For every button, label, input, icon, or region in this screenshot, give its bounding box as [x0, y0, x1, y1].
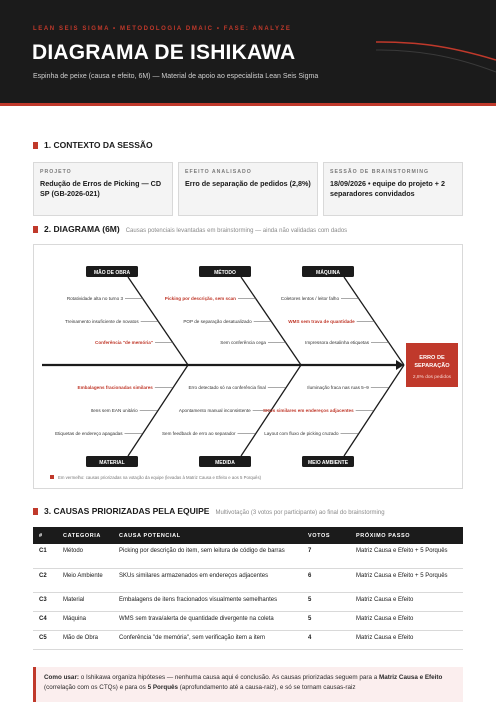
cause-label-priority: Picking por descrição, sem scan: [164, 296, 236, 302]
row-next-step: Matriz Causa e Efeito: [350, 630, 463, 649]
section-title: 3. CAUSAS PRIORIZADAS PELA EQUIPE: [44, 506, 210, 516]
section-context-header: [33, 140, 153, 150]
column-header: PRÓXIMO PASSO: [350, 527, 463, 544]
cause-label: Etiquetas de endereço apagadas: [55, 431, 123, 437]
fishbone-svg: [34, 245, 464, 490]
row-id: C4: [33, 611, 57, 630]
row-next-step: Matriz Causa e Efeito: [350, 592, 463, 611]
section-marker: [33, 226, 38, 233]
legend-swatch: [50, 475, 54, 479]
effect-value: 2,8% dos pedidos: [412, 375, 452, 380]
category-label: MÃO DE OBRA: [93, 269, 131, 276]
note-lead: Como usar:: [44, 674, 79, 681]
table-row: [33, 544, 463, 568]
card-value: 18/09/2026 • equipe do projeto + 2 separadores convidados: [330, 179, 445, 198]
category-label: MEDIDA: [215, 459, 235, 466]
spine-arrowhead: [396, 360, 404, 370]
category-label: MATERIAL: [99, 459, 125, 466]
header-eyebrow: LEAN SEIS SIGMA • METODOLOGIA DMAIC • FASE: ANALYZE: [33, 26, 292, 32]
section-title: 2. DIAGRAMA (6M): [44, 224, 120, 234]
row-votes: 4: [302, 630, 350, 649]
note-text: (aprofundamento até a causa-raiz), e só se tornam causas-raiz: [178, 684, 356, 691]
cause-label: Treinamento insuficiente de novatos: [65, 319, 139, 325]
cause-label: POP de separação desatualizado: [183, 319, 252, 325]
note-bold: Matriz Causa e Efeito: [378, 674, 443, 681]
section-diagram-header: [33, 224, 347, 234]
row-id: C5: [33, 630, 57, 649]
cause-label: Layout com fluxo de picking cruzado: [264, 431, 339, 437]
cause-label: Coletores lentos / leitor falho: [280, 296, 339, 302]
note-text: (correlação com os CTQs) e para os: [44, 684, 148, 691]
category-label: MÁQUINA: [316, 269, 340, 276]
note-bold: 5 Porquês: [147, 684, 179, 691]
row-next-step: Matriz Causa e Efeito: [350, 611, 463, 630]
cause-label: Sem feedback de erro ao separador: [161, 431, 236, 437]
cause-label-priority: WMS sem trava de quantidade: [288, 319, 355, 325]
row-category: Mão de Obra: [57, 630, 113, 649]
cause-label: Iluminação fraca nas ruas 5–9: [307, 385, 369, 391]
row-category: Máquina: [57, 611, 113, 630]
section-title: 1. CONTEXTO DA SESSÃO: [44, 140, 153, 150]
effect-title: SEPARAÇÃO: [414, 363, 450, 369]
section-marker: [33, 508, 38, 515]
context-card-project: [33, 162, 173, 216]
priority-table: [33, 527, 463, 650]
table-row: [33, 568, 463, 592]
header-decoration: [356, 0, 496, 103]
row-votes: 6: [302, 568, 350, 592]
card-value: Redução de Erros de Picking — CD SP (GB-2026-021): [40, 179, 162, 198]
table-row: [33, 630, 463, 649]
legend-text: Em vermelho: causas priorizadas na votação da equipe (levadas à Matriz Causa e Efeito e aos 5 Porquês): [58, 475, 262, 480]
row-cause: SKUs similares armazenados em endereços adjacentes: [113, 568, 302, 592]
card-label: SESSÃO DE BRAINSTORMING: [330, 169, 429, 175]
row-votes: 5: [302, 611, 350, 630]
cause-label: Sem conferência cega: [220, 340, 266, 346]
row-category: Material: [57, 592, 113, 611]
row-category: Meio Ambiente: [57, 568, 113, 592]
column-header: VOTOS: [302, 527, 350, 544]
row-id: C1: [33, 544, 57, 568]
section-note: Multivotação (3 votos por participante) ao final do brainstorming: [215, 510, 385, 516]
column-header: CATEGORIA: [57, 527, 113, 544]
ishikawa-diagram: [33, 244, 463, 489]
cause-label: Itens sem EAN unitário: [90, 408, 138, 414]
effect-title: ERRO DE: [419, 355, 445, 361]
row-next-step: Matriz Causa e Efeito + 5 Porquês: [350, 568, 463, 592]
category-label: MEIO AMBIENTE: [307, 459, 349, 466]
cause-label: Impressora desalinha etiquetas: [305, 340, 369, 346]
category-label: MÉTODO: [214, 269, 236, 276]
cause-label-priority: SKUs similares em endereços adjacentes: [263, 408, 354, 414]
row-cause: Picking por descrição do item, sem leitura de código de barras: [113, 544, 302, 568]
card-value: Erro de separação de pedidos (2,8%): [185, 179, 311, 188]
context-card-effect: [178, 162, 318, 216]
row-votes: 7: [302, 544, 350, 568]
section-note: Causas potenciais levantadas em brainstorming — ainda não validadas com dados: [125, 228, 348, 234]
table-row: [33, 611, 463, 630]
card-label: PROJETO: [40, 169, 72, 175]
page-header: [0, 0, 496, 103]
cause-label: Erro detectado só na conferência final: [188, 385, 266, 391]
row-cause: Embalagens de itens fracionados visualmente semelhantes: [113, 592, 302, 611]
row-cause: WMS sem trava/alerta de quantidade divergente na coleta: [113, 611, 302, 630]
page-subtitle: Espinha de peixe (causa e efeito, 6M) — Material de apoio ao especialista Lean Seis Sigma: [33, 73, 319, 80]
row-id: C3: [33, 592, 57, 611]
row-id: C2: [33, 568, 57, 592]
column-header: CAUSA POTENCIAL: [113, 527, 302, 544]
table-row: [33, 592, 463, 611]
context-cards: [33, 162, 463, 216]
card-label: EFEITO ANALISADO: [185, 169, 252, 175]
row-votes: 5: [302, 592, 350, 611]
cause-label-priority: Conferência "de memória": [95, 340, 153, 346]
table-header-row: [33, 527, 463, 544]
row-cause: Conferência "de memória", sem verificação item a item: [113, 630, 302, 649]
cause-label: Apontamento manual inconsistente: [178, 408, 251, 414]
cause-label-priority: Embalagens fracionadas similares: [77, 385, 153, 391]
context-card-session: [323, 162, 463, 216]
header-accent-bar: [0, 103, 496, 106]
page-title: DIAGRAMA DE ISHIKAWA: [32, 41, 296, 64]
section-priorities-header: [33, 506, 385, 516]
usage-note: [33, 667, 463, 702]
cause-label: Rotatividade alta no turno 3: [66, 296, 123, 302]
row-next-step: Matriz Causa e Efeito + 5 Porquês: [350, 544, 463, 568]
column-header: #: [33, 527, 57, 544]
note-text: o Ishikawa organiza hipóteses — nenhuma causa aqui é conclusão. As causas priorizadas seguem para a: [79, 674, 379, 681]
row-category: Método: [57, 544, 113, 568]
section-marker: [33, 142, 38, 149]
